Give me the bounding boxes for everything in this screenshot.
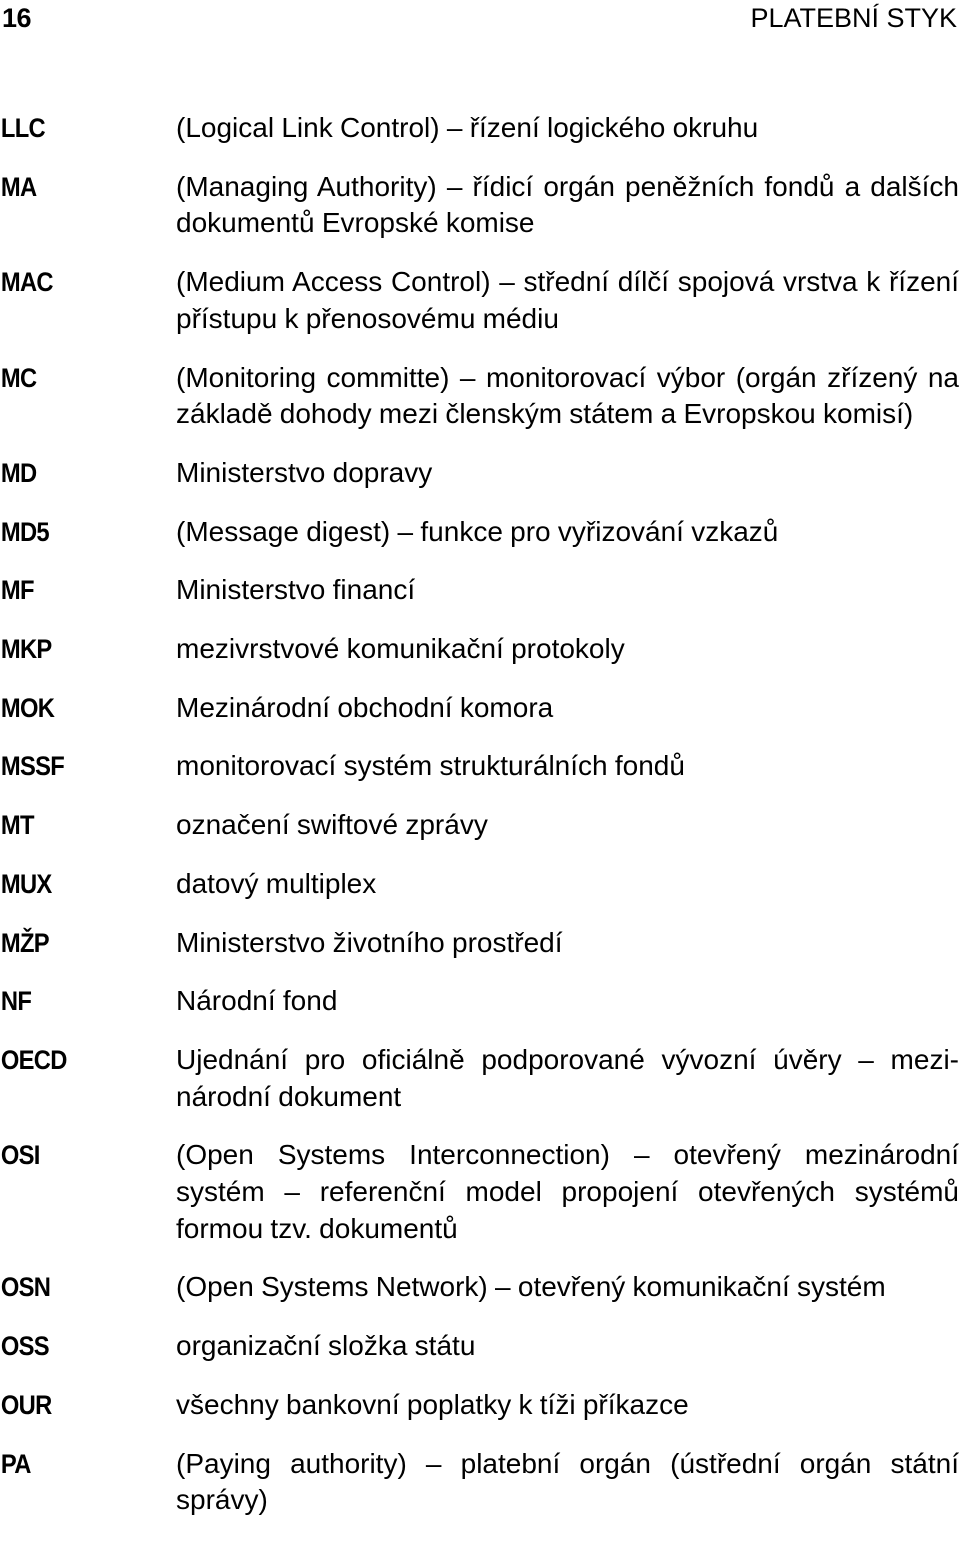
abbreviation: OECD — [0, 1044, 67, 1075]
abbreviation-list — [0, 110, 960, 1541]
definition: datový multiplex — [176, 867, 377, 899]
page-header — [0, 0, 960, 40]
list-item — [0, 748, 960, 785]
definition: (Message digest) – funkce pro vyřizování vzkazů — [176, 515, 779, 547]
definition: (Paying authority) – platební orgán (ústřední orgán státní správy) — [176, 1447, 959, 1516]
list-item — [0, 1269, 960, 1306]
definition: (Open Systems Interconnection) – otevřený mezinárodní systém – referenční model propojení otevřených systémů formou tzv. dokumentů — [176, 1139, 959, 1244]
definition: Ministerstvo dopravy — [176, 456, 433, 488]
abbreviation: MA — [0, 171, 37, 202]
definition: všechny bankovní poplatky k tíži příkazce — [176, 1388, 689, 1420]
abbreviation: MOK — [0, 692, 55, 723]
list-item — [0, 360, 960, 433]
abbreviation: MKP — [0, 634, 52, 665]
definition: Mezinárodní obchodní komora — [176, 691, 554, 723]
list-item — [0, 1137, 960, 1247]
list-item — [0, 1328, 960, 1365]
abbreviation: MT — [0, 810, 34, 841]
list-item — [0, 264, 960, 337]
list-item — [0, 925, 960, 962]
definition: Národní fond — [176, 985, 338, 1017]
abbreviation: MSSF — [0, 751, 65, 782]
list-item — [0, 983, 960, 1020]
abbreviation: OUR — [0, 1389, 52, 1420]
definition: (Managing Authority) – řídicí orgán peněžních fondů a dalších dokumentů Evropské komise — [176, 170, 959, 239]
list-item — [0, 1387, 960, 1424]
abbreviation: NF — [0, 986, 32, 1017]
list-item — [0, 690, 960, 727]
definition: označení swiftové zprávy — [176, 809, 488, 841]
definition: Ministerstvo životního prostředí — [176, 926, 563, 958]
definition: Ministerstvo financí — [176, 574, 416, 606]
list-item — [0, 110, 960, 147]
abbreviation: OSS — [0, 1331, 49, 1362]
definition: (Monitoring committe) – monitorovací výbor (orgán zřízený na základě dohody mezi členským státem a Evropskou komisí) — [176, 361, 959, 430]
definition: mezivrstvové komunikační protokoly — [176, 633, 625, 665]
abbreviation: MC — [0, 362, 37, 393]
definition: (Open Systems Network) – otevřený komunikační systém — [176, 1271, 886, 1303]
abbreviation: MAC — [0, 267, 53, 298]
abbreviation: OSI — [0, 1140, 40, 1171]
abbreviation: MŽP — [0, 927, 49, 958]
list-item — [0, 807, 960, 844]
running-head: PLATEBNÍ STYK — [750, 3, 957, 33]
list-item — [0, 631, 960, 668]
list-item — [0, 169, 960, 242]
abbreviation: MD — [0, 457, 37, 488]
list-item — [0, 572, 960, 609]
abbreviation: OSN — [0, 1272, 51, 1303]
list-item — [0, 514, 960, 551]
abbreviation: MF — [0, 575, 34, 606]
list-item — [0, 866, 960, 903]
abbreviation: LLC — [0, 113, 45, 143]
definition: (Medium Access Control) – střední dílčí spojová vrstva k řízení přístupu k přenosovému médiu — [176, 266, 959, 334]
list-item — [0, 1446, 960, 1519]
definition: organizační složka státu — [176, 1330, 476, 1362]
definition: Ujednání pro oficiálně podporované vývozní úvěry – mezinárodní dokument — [176, 1043, 959, 1112]
definition: monitorovací systém strukturálních fondů — [176, 750, 685, 782]
abbreviation: MD5 — [0, 516, 49, 547]
abbreviation: MUX — [0, 868, 52, 899]
list-item — [0, 1042, 960, 1115]
abbreviation: PA — [0, 1448, 31, 1479]
list-item — [0, 455, 960, 492]
definition: (Logical Link Control) – řízení logického okruhu — [176, 112, 759, 143]
page-number: 16 — [2, 3, 32, 33]
